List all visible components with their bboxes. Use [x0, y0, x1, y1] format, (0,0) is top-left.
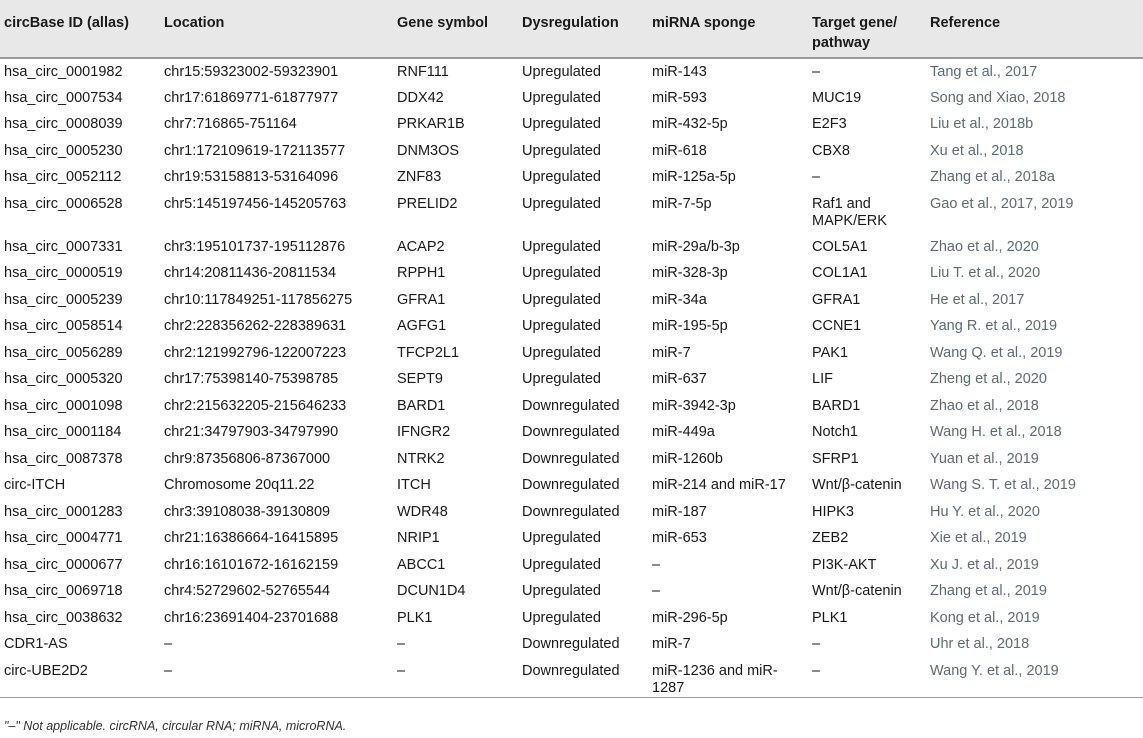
cell-circbase-id: hsa_circ_0087378 — [4, 450, 123, 467]
cell-reference: Wang H. et al., 2018 — [930, 424, 1062, 440]
cell-circbase-id: circ-ITCH — [4, 477, 66, 493]
header-reference: Reference — [926, 0, 1143, 58]
cell-mirna-sponge: miR-449a — [652, 424, 715, 440]
cell-mirna-sponge: miR-214 and miR-17 — [652, 477, 786, 493]
cell-mirna-sponge: miR-1260b — [652, 450, 723, 467]
cell-target-gene: PI3K-AKT — [812, 556, 877, 573]
cell-dysregulation: Upregulated — [522, 344, 601, 361]
table-row — [0, 138, 1143, 165]
cell-circbase-id: hsa_circ_0005320 — [4, 371, 123, 387]
cell-location: chr14:20811436-20811534 — [164, 265, 337, 281]
cell-location: chr9:87356806-87367000 — [164, 450, 331, 467]
cell-mirna-sponge: miR-1236 and miR-1287 — [648, 658, 808, 698]
table-row — [0, 658, 1143, 698]
cell-circbase-id: hsa_circ_0069718 — [4, 583, 123, 599]
header-dysregulation: Dysregulation — [518, 0, 648, 58]
cell-gene-symbol: DCUN1D4 — [397, 583, 466, 599]
cell-reference: Liu T. et al., 2020 — [930, 265, 1041, 281]
cell-circbase-id: hsa_circ_0005239 — [4, 291, 123, 308]
cell-mirna-sponge: miR-3942-3p — [652, 397, 736, 414]
cell-circbase-id: circ-UBE2D2 — [0, 658, 160, 698]
cell-reference: Tang et al., 2017 — [930, 64, 1038, 80]
cell-target-gene: – — [812, 64, 821, 80]
cell-circbase-id: hsa_circ_0058514 — [4, 318, 123, 334]
cell-location: chr3:39108038-39130809 — [164, 503, 331, 520]
table-header — [0, 0, 1143, 58]
table-row — [0, 260, 1143, 287]
cell-mirna-sponge: miR-7 — [652, 344, 691, 361]
cell-dysregulation: Upregulated — [522, 265, 601, 281]
cell-gene-symbol: RPPH1 — [397, 265, 446, 281]
cell-dysregulation: Downregulated — [522, 636, 620, 652]
cell-reference: Song and Xiao, 2018 — [930, 89, 1066, 106]
header-target-gene: Target gene/ pathway — [808, 0, 926, 58]
cell-location: chr10:117849251-117856275 — [164, 291, 353, 308]
cell-target-gene: PAK1 — [812, 344, 849, 361]
cell-circbase-id: hsa_circ_0000519 — [4, 265, 123, 281]
cell-reference: Zhang et al., 2019 — [930, 583, 1047, 599]
cell-reference: He et al., 2017 — [930, 291, 1025, 308]
cell-circbase-id: CDR1-AS — [4, 636, 68, 652]
cell-dysregulation: Downregulated — [522, 397, 620, 414]
cell-target-gene: LIF — [812, 371, 833, 387]
cell-gene-symbol: – — [397, 636, 406, 652]
cell-gene-symbol: ACAP2 — [397, 238, 445, 255]
cell-dysregulation: Upregulated — [522, 116, 601, 132]
table-body — [0, 58, 1143, 697]
cell-mirna-sponge: miR-7-5p — [652, 195, 712, 212]
table-row — [0, 472, 1143, 499]
cell-gene-symbol: NTRK2 — [397, 450, 445, 467]
cell-circbase-id: hsa_circ_0056289 — [4, 344, 123, 361]
cell-dysregulation: Upregulated — [522, 169, 601, 185]
cell-gene-symbol: – — [393, 658, 518, 698]
cell-location: chr5:145197456-145205763 — [164, 195, 347, 212]
cell-mirna-sponge: miR-593 — [652, 89, 707, 106]
table-row — [0, 111, 1143, 138]
table-row — [0, 552, 1143, 579]
cell-reference: Zheng et al., 2020 — [930, 371, 1047, 387]
cell-location: chr16:23691404-23701688 — [164, 609, 339, 626]
cell-dysregulation: Upregulated — [522, 318, 601, 334]
cell-gene-symbol: DDX42 — [397, 89, 444, 106]
cell-reference: Zhao et al., 2020 — [930, 238, 1039, 255]
cell-circbase-id: hsa_circ_0005230 — [4, 142, 123, 159]
cell-location: chr2:228356262-228389631 — [164, 318, 347, 334]
cell-dysregulation: Downregulated — [522, 503, 620, 520]
cell-target-gene: SFRP1 — [812, 450, 859, 467]
cell-gene-symbol: IFNGR2 — [397, 424, 451, 440]
cell-reference: Liu et al., 2018b — [930, 116, 1034, 132]
cell-dysregulation: Downregulated — [518, 658, 648, 698]
cell-location: chr19:53158813-53164096 — [164, 169, 339, 185]
cell-circbase-id: hsa_circ_0038632 — [4, 609, 123, 626]
cell-gene-symbol: RNF111 — [397, 64, 449, 80]
cell-location: chr2:121992796-122007223 — [164, 344, 347, 361]
cell-mirna-sponge: miR-125a-5p — [652, 169, 736, 185]
cell-mirna-sponge: miR-7 — [652, 636, 691, 652]
cell-dysregulation: Upregulated — [522, 583, 601, 599]
cell-mirna-sponge: – — [652, 556, 661, 573]
cell-gene-symbol: PRKAR1B — [397, 116, 465, 132]
cell-target-gene: HIPK3 — [812, 503, 854, 520]
cell-dysregulation: Downregulated — [522, 477, 620, 493]
table-row — [0, 393, 1143, 420]
cell-circbase-id: hsa_circ_0001982 — [4, 64, 123, 80]
cell-reference: Gao et al., 2017, 2019 — [930, 195, 1074, 212]
table-row — [0, 313, 1143, 340]
cell-mirna-sponge: miR-653 — [652, 530, 707, 546]
cell-reference: Xie et al., 2019 — [930, 530, 1027, 546]
cell-gene-symbol: PRELID2 — [397, 195, 458, 212]
cell-target-gene: – — [812, 169, 821, 185]
cell-target-gene: E2F3 — [812, 116, 847, 132]
header-gene-symbol: Gene symbol — [393, 0, 518, 58]
cell-target-gene: PLK1 — [812, 609, 848, 626]
cell-circbase-id: hsa_circ_0000677 — [4, 556, 123, 573]
cell-location: chr16:16101672-16162159 — [164, 556, 339, 573]
cell-mirna-sponge: miR-328-3p — [652, 265, 728, 281]
table-row — [0, 340, 1143, 367]
cell-mirna-sponge: miR-34a — [652, 291, 707, 308]
cell-location: chr21:34797903-34797990 — [164, 424, 339, 440]
cell-circbase-id: hsa_circ_0007534 — [4, 89, 123, 106]
table-row — [0, 164, 1143, 191]
cell-reference: Wang S. T. et al., 2019 — [930, 477, 1076, 493]
cell-mirna-sponge: miR-29a/b-3p — [652, 238, 740, 255]
cell-target-gene: Wnt/β-catenin — [812, 583, 902, 599]
table-row — [0, 578, 1143, 605]
cell-gene-symbol: SEPT9 — [397, 371, 443, 387]
cell-gene-symbol: WDR48 — [397, 503, 448, 520]
table-row — [0, 525, 1143, 552]
cell-target-gene: Notch1 — [812, 424, 858, 440]
cell-circbase-id: hsa_circ_0052112 — [4, 169, 122, 185]
cell-circbase-id: hsa_circ_0001283 — [4, 503, 123, 520]
cell-circbase-id: hsa_circ_0007331 — [4, 238, 123, 255]
cell-dysregulation: Upregulated — [522, 530, 601, 546]
cell-location: Chromosome 20q11.22 — [164, 477, 315, 493]
cell-reference: Xu J. et al., 2019 — [930, 556, 1039, 573]
table-row — [0, 191, 1143, 234]
cell-gene-symbol: PLK1 — [397, 609, 433, 626]
cell-dysregulation: Upregulated — [522, 195, 601, 212]
cell-dysregulation: Downregulated — [522, 424, 620, 440]
cell-reference: Yuan et al., 2019 — [930, 450, 1039, 467]
table-row — [0, 234, 1143, 261]
cell-mirna-sponge: miR-432-5p — [652, 116, 728, 132]
cell-location: chr3:195101737-195112876 — [164, 238, 346, 255]
cell-target-gene: MUC19 — [812, 89, 862, 106]
cell-target-gene: Raf1 and MAPK/ERK — [812, 195, 887, 229]
cell-circbase-id: hsa_circ_0008039 — [4, 116, 123, 132]
cell-reference: Xu et al., 2018 — [930, 142, 1024, 159]
cell-location: chr2:215632205-215646233 — [164, 397, 347, 414]
cell-target-gene: – — [808, 658, 926, 698]
cell-mirna-sponge: miR-296-5p — [652, 609, 728, 626]
cell-dysregulation: Upregulated — [522, 609, 601, 626]
cell-reference: Hu Y. et al., 2020 — [930, 503, 1040, 520]
cell-mirna-sponge: – — [652, 583, 661, 599]
cell-location: – — [164, 636, 173, 652]
cell-target-gene: GFRA1 — [812, 291, 861, 308]
header-circbase-id: circBase ID (allas) — [0, 0, 160, 58]
cell-gene-symbol: NRIP1 — [397, 530, 440, 546]
cell-mirna-sponge: miR-187 — [652, 503, 707, 520]
cell-gene-symbol: ABCC1 — [397, 556, 446, 573]
cell-location: chr17:61869771-61877977 — [164, 89, 339, 106]
cell-circbase-id: hsa_circ_0004771 — [4, 530, 123, 546]
cell-mirna-sponge: miR-143 — [652, 64, 707, 80]
cell-gene-symbol: TFCP2L1 — [397, 344, 460, 361]
cell-target-gene: COL1A1 — [812, 265, 868, 281]
header-location: Location — [160, 0, 393, 58]
cell-dysregulation: Upregulated — [522, 238, 601, 255]
cell-gene-symbol: AGFG1 — [397, 318, 447, 334]
cell-mirna-sponge: miR-195-5p — [652, 318, 728, 334]
cell-location: – — [160, 658, 393, 698]
cell-target-gene: BARD1 — [812, 397, 861, 414]
table-row — [0, 446, 1143, 473]
cell-location: chr1:172109619-172113577 — [164, 142, 346, 159]
cell-location: chr15:59323002-59323901 — [164, 64, 339, 80]
cell-circbase-id: hsa_circ_0001098 — [4, 397, 123, 414]
cell-target-gene: ZEB2 — [812, 530, 849, 546]
cell-reference: Uhr et al., 2018 — [930, 636, 1030, 652]
header-row — [0, 0, 1143, 58]
table-row — [0, 85, 1143, 112]
table-row — [0, 605, 1143, 632]
cell-target-gene: Wnt/β-catenin — [812, 477, 902, 493]
cell-target-gene: COL5A1 — [812, 238, 868, 255]
cell-dysregulation: Upregulated — [522, 142, 601, 159]
cell-dysregulation: Upregulated — [522, 371, 601, 387]
table-footnote: "–" Not applicable. circRNA, circular RNA; miRNA, microRNA. — [4, 719, 347, 733]
table-row — [0, 287, 1143, 314]
cell-target-gene: CBX8 — [812, 142, 850, 159]
cell-dysregulation: Upregulated — [522, 291, 601, 308]
cell-reference: Yang R. et al., 2019 — [930, 318, 1058, 334]
cell-dysregulation: Upregulated — [522, 89, 601, 106]
cell-gene-symbol: GFRA1 — [397, 291, 446, 308]
cell-mirna-sponge: miR-637 — [652, 371, 707, 387]
cell-gene-symbol: ITCH — [397, 477, 431, 493]
cell-reference: Wang Y. et al., 2019 — [926, 658, 1143, 698]
table-row — [0, 419, 1143, 446]
cell-location: chr21:16386664-16415895 — [164, 530, 339, 546]
table-row — [0, 631, 1143, 658]
table-row — [0, 58, 1143, 85]
cell-mirna-sponge: miR-618 — [652, 142, 707, 159]
cell-gene-symbol: DNM3OS — [397, 142, 460, 159]
cell-circbase-id: hsa_circ_0006528 — [4, 195, 123, 212]
table-row — [0, 366, 1143, 393]
cell-location: chr7:716865-751164 — [164, 116, 297, 132]
cell-reference: Zhang et al., 2018a — [930, 169, 1055, 185]
cell-reference: Kong et al., 2019 — [930, 609, 1040, 626]
cell-reference: Zhao et al., 2018 — [930, 397, 1039, 414]
cell-location: chr4:52729602-52765544 — [164, 583, 331, 599]
cell-gene-symbol: ZNF83 — [397, 169, 442, 185]
cell-dysregulation: Upregulated — [522, 556, 601, 573]
cell-circbase-id: hsa_circ_0001184 — [4, 424, 122, 440]
cell-reference: Wang Q. et al., 2019 — [930, 344, 1063, 361]
cell-target-gene: CCNE1 — [812, 318, 862, 334]
cell-gene-symbol: BARD1 — [397, 397, 446, 414]
cell-location: chr17:75398140-75398785 — [164, 371, 339, 387]
header-mirna-sponge: miRNA sponge — [648, 0, 808, 58]
cell-dysregulation: Downregulated — [522, 450, 620, 467]
cell-dysregulation: Upregulated — [522, 64, 601, 80]
table-row — [0, 499, 1143, 526]
cell-target-gene: – — [812, 636, 821, 652]
